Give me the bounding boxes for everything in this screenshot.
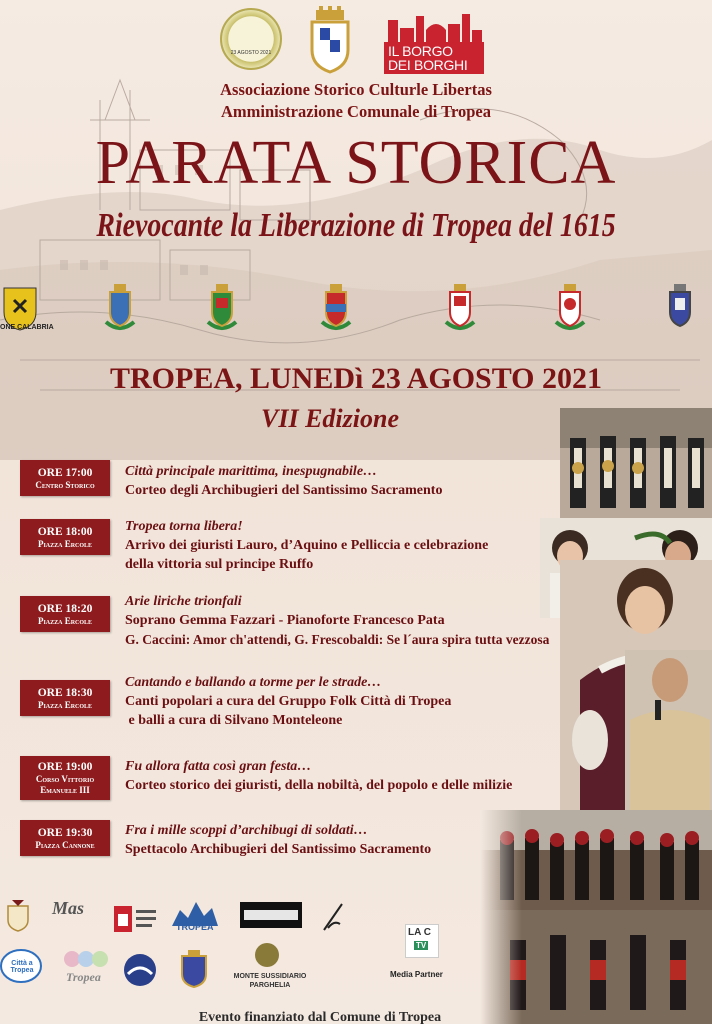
schedule-place: Piazza Ercole [37,700,93,710]
mas-logo: Mas [52,898,85,918]
tropea-town-logo-text: TROPEA [176,922,214,932]
schedule-place: Centro Storico [35,480,95,490]
citta-tropea-logo-text: Città a Tropea [10,960,34,974]
event-line: Corteo degli Archibugieri del Santissimo Sacramento [125,483,443,498]
schedule-place: Piazza Ercole [37,616,93,626]
event-line: della vittoria sul principe Ruffo [125,557,314,572]
round-emblem-icon [122,952,158,988]
schedule-badge-6 [20,820,110,856]
photo-man-microphone [625,650,712,810]
calabria-crest-caption: ONE CALABRIA [0,324,54,331]
lastoria-logo [240,902,302,928]
municipal-crest-6-icon [660,282,700,332]
monte-sussidiario-line-1: MONTE SUSSIDIARIO [233,973,307,980]
sponsor-logos [0,890,490,1000]
asscom-logo-icon [62,948,110,970]
parghelia-crest-icon [176,948,212,988]
event-date: TROPEA, LUNEDì 23 AGOSTO 2021 [109,362,603,395]
schedule-event-2 [125,517,595,574]
schedule-time: ORE 18:20 [37,603,93,615]
municipal-crest-2-icon [202,282,242,332]
event-line: G. Caccini: Amor ch'attendi, G. Frescobaldi: Se l´aura spira tutta vezzosa [125,632,550,647]
schedule-badge-3 [20,596,110,632]
event-line: Spettacolo Archibugieri del Santissimo Sacramento [125,842,432,857]
lac-tv-logo-text: LA C [408,927,431,938]
municipal-crest-3-icon [316,282,356,332]
schedule-time: ORE 19:00 [37,761,93,773]
schedule-event-4 [125,673,595,730]
schedule-place: Piazza Cannone [35,840,95,850]
libertas-seal-logo [220,8,282,70]
schedule-badge-5 [20,756,110,800]
media-partner-label: Media Partner [390,970,443,979]
schedule-badge-1 [20,460,110,496]
borgo-skyline-icon [384,10,484,44]
lac-tv-logo [405,924,439,958]
event-quote: Tropea torna libera! [125,519,243,534]
event-line: Arrivo dei giuristi Lauro, d’Aquino e Pelliccia e celebrazione [125,538,489,553]
borgo-label-box [384,42,484,74]
organizer-association: Associazione Storico Culturle Libertas [220,80,492,99]
lac-tv-logo-badge: TV [416,941,427,950]
event-quote: Fra i mille scoppi d’archibugi di soldati… [125,823,368,838]
event-line: Soprano Gemma Fazzari - Pianoforte Francesco Pata [125,613,445,628]
event-title: PARATA STORICA [95,129,617,197]
borgo-dei-borghi-logo [384,10,484,74]
event-quote: Fu allora fatta così gran festa… [125,759,312,774]
municipal-crest-4-icon [440,282,480,332]
diocese-crest-icon [4,896,32,932]
schedule-place: Piazza Ercole [37,539,93,549]
sword-feather-logo-icon [320,900,346,934]
municipal-crests-row [0,282,712,338]
event-quote: Città principale marittima, inespugnabile… [125,464,378,479]
top-logos [0,4,712,76]
event-edition: VII Edizione [261,404,399,433]
schedule-event-6 [125,821,595,859]
schedule-time: ORE 18:00 [37,526,93,538]
schedule-place: Corso Vittorio [35,774,95,784]
event-subtitle: Rievocante la Liberazione di Tropea del 1615 [96,207,616,244]
event-quote: Arie liriche trionfali [125,594,242,609]
borgo-line-1: IL BORGO [388,43,453,59]
schedule-event-3 [125,592,605,649]
monte-sussidiario-logo-icon [254,942,280,968]
schedule-badge-4 [20,680,110,716]
schedule-place-line-2: Emanuele III [40,785,90,795]
tropea-coat-of-arms [302,6,358,74]
event-line: e balli a cura di Silvano Monteleone [125,713,343,728]
municipal-crest-1-icon [100,282,140,332]
schedule-event-5 [125,757,595,795]
seal-date: 23 AGOSTO 2021 [230,50,272,56]
asscom-logo-text: Tropea [66,970,101,984]
borgo-line-2: DEI BORGHI [388,57,468,73]
event-line: Canti popolari a cura del Gruppo Folk Città di Tropea [125,694,452,709]
monte-sussidiario-line-2: PARGHELIA [249,982,291,989]
event-quote: Cantando e ballando a torme per le strade… [125,675,382,690]
schedule-time: ORE 17:00 [37,467,93,479]
schedule-event-1 [125,462,595,500]
event-line: Corteo storico dei giuristi, della nobiltà, del popolo e delle milizie [125,778,513,793]
schedule-time: ORE 18:30 [37,687,93,699]
schedule-time: ORE 19:30 [37,827,93,839]
schedule-badge-2 [20,519,110,555]
borghi-piu-belli-logo [114,906,158,932]
municipal-crest-5-icon [550,282,590,332]
organizer-municipality: Amministrazione Comunale di Tropea [221,102,491,121]
footer-funding-note: Evento finanziato dal Comune di Tropea [198,1010,442,1024]
